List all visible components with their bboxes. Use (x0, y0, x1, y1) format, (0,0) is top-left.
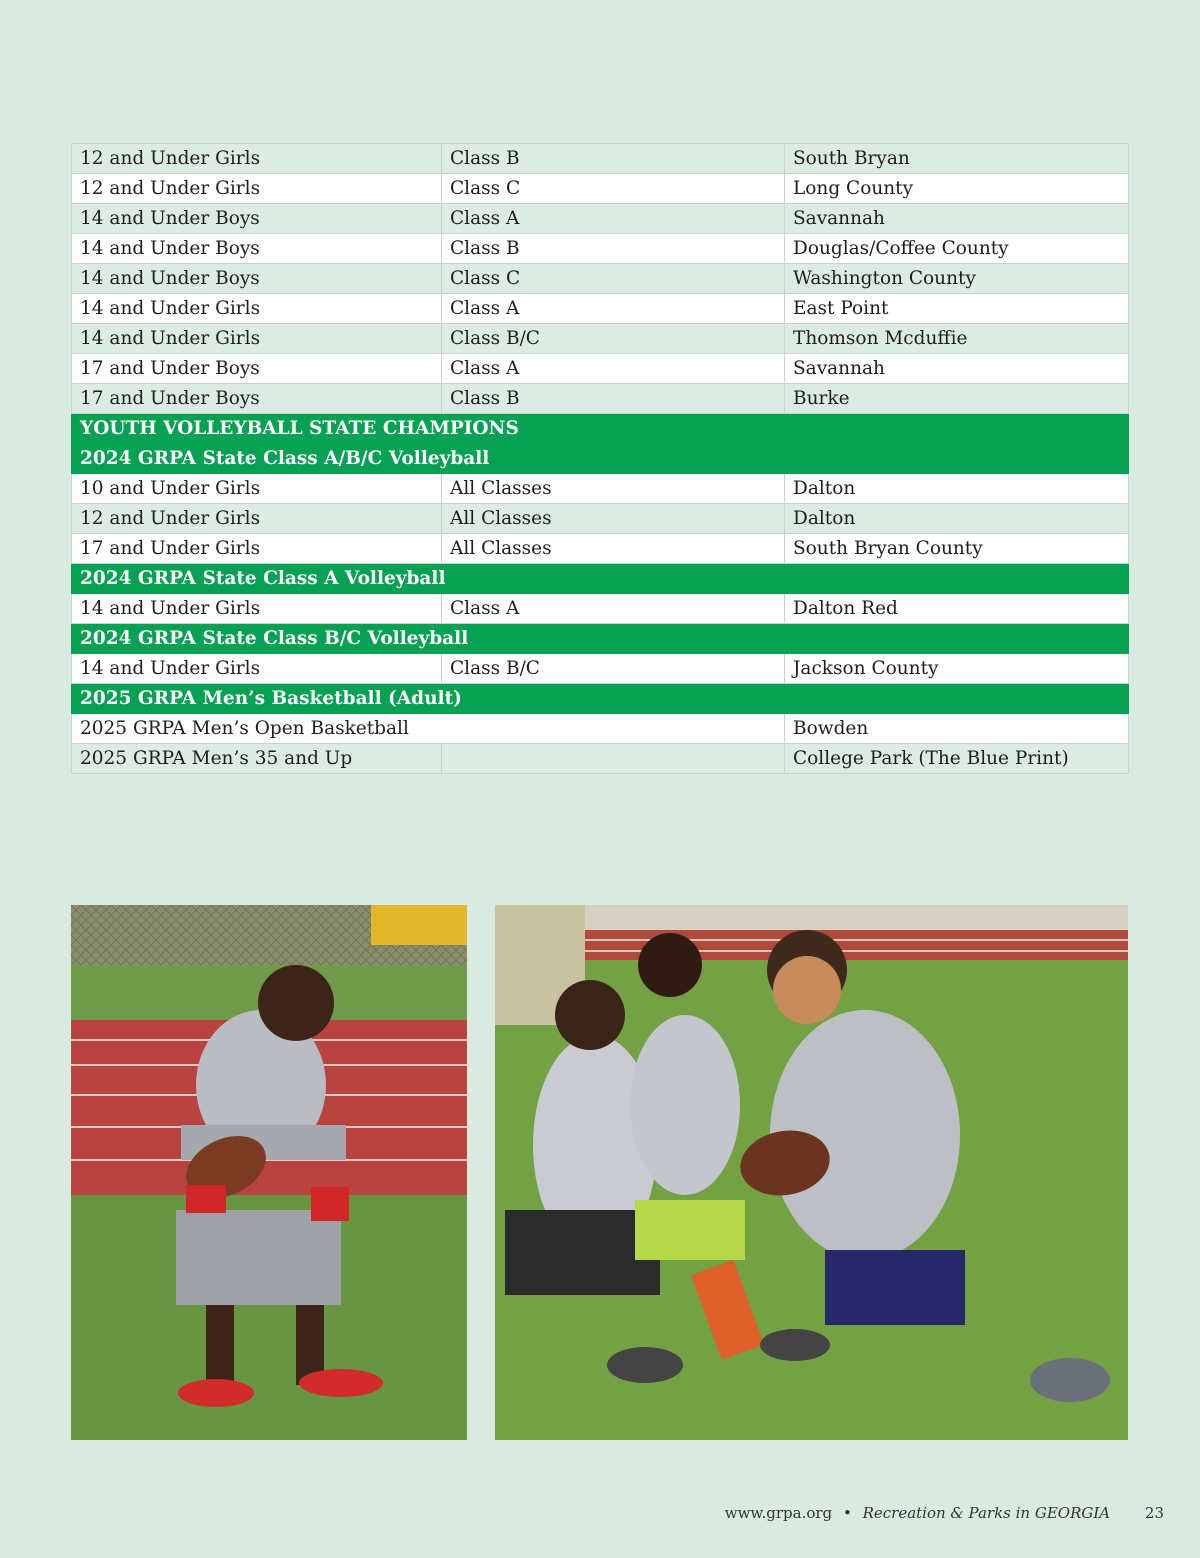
section-header: 2024 GRPA State Class A Volleyball (72, 564, 1129, 594)
table-row (72, 384, 1129, 414)
champion-cell: Douglas/Coffee County (785, 234, 1129, 264)
class-cell: Class A (442, 294, 785, 324)
table-row (72, 204, 1129, 234)
section-header-row (72, 414, 1129, 444)
table-row (72, 744, 1129, 774)
section-header: 2025 GRPA Men’s Basketball (Adult) (72, 684, 1129, 714)
section-header: YOUTH VOLLEYBALL STATE CHAMPIONS (72, 414, 1129, 444)
class-cell: Class B (442, 384, 785, 414)
flag-football-photo-right (495, 905, 1128, 1440)
class-cell: Class A (442, 354, 785, 384)
table-row (72, 534, 1129, 564)
table-row (72, 504, 1129, 534)
champion-cell: South Bryan (785, 144, 1129, 174)
flag-football-photo-left (71, 905, 467, 1440)
champion-cell: Thomson Mcduffie (785, 324, 1129, 354)
class-cell: All Classes (442, 534, 785, 564)
class-cell: Class C (442, 174, 785, 204)
champion-cell: Savannah (785, 354, 1129, 384)
champion-cell: East Point (785, 294, 1129, 324)
footer-separator: • (842, 1504, 852, 1522)
division-cell: 14 and Under Girls (72, 294, 442, 324)
class-cell: Class B (442, 234, 785, 264)
section-header-row (72, 564, 1129, 594)
footer-publication: Recreation & Parks in GEORGIA (862, 1504, 1111, 1522)
champion-cell: Long County (785, 174, 1129, 204)
page-footer (725, 1504, 1164, 1522)
table-row (72, 234, 1129, 264)
class-cell: Class B (442, 144, 785, 174)
division-cell: 12 and Under Girls (72, 504, 442, 534)
class-cell: Class B/C (442, 324, 785, 354)
class-cell: All Classes (442, 474, 785, 504)
division-cell: 10 and Under Girls (72, 474, 442, 504)
table-row (72, 294, 1129, 324)
champions-table (71, 143, 1129, 774)
section-header: 2024 GRPA State Class B/C Volleyball (72, 624, 1129, 654)
table-row (72, 264, 1129, 294)
footer-url[interactable]: www.grpa.org (724, 1504, 833, 1522)
champion-cell: Dalton Red (785, 594, 1129, 624)
table-row (72, 594, 1129, 624)
division-cell: 17 and Under Boys (72, 384, 442, 414)
event-cell: 2025 GRPA Men’s Open Basketball (72, 714, 785, 744)
class-cell: Class A (442, 594, 785, 624)
champion-cell: College Park (The Blue Print) (785, 744, 1129, 774)
division-cell: 17 and Under Boys (72, 354, 442, 384)
champion-cell: Jackson County (785, 654, 1129, 684)
champion-cell: Burke (785, 384, 1129, 414)
champion-cell: Dalton (785, 474, 1129, 504)
class-cell: All Classes (442, 504, 785, 534)
section-header-row (72, 684, 1129, 714)
table-row (72, 474, 1129, 504)
table-row (72, 654, 1129, 684)
champion-cell: Dalton (785, 504, 1129, 534)
champions-table-body (72, 144, 1129, 774)
champion-cell: Bowden (785, 714, 1129, 744)
table-row (72, 144, 1129, 174)
table-row (72, 174, 1129, 204)
class-cell: Class C (442, 264, 785, 294)
class-cell: Class B/C (442, 654, 785, 684)
section-header: 2024 GRPA State Class A/B/C Volleyball (72, 444, 1129, 474)
division-cell: 14 and Under Boys (72, 234, 442, 264)
division-cell: 12 and Under Girls (72, 174, 442, 204)
table-row (72, 324, 1129, 354)
champion-cell: Savannah (785, 204, 1129, 234)
division-cell: 14 and Under Girls (72, 654, 442, 684)
champion-cell: Washington County (785, 264, 1129, 294)
table-row (72, 354, 1129, 384)
page-number: 23 (1144, 1504, 1164, 1522)
division-cell: 14 and Under Girls (72, 594, 442, 624)
section-header-row (72, 444, 1129, 474)
division-cell: 14 and Under Boys (72, 204, 442, 234)
section-header-row (72, 624, 1129, 654)
champion-cell: South Bryan County (785, 534, 1129, 564)
division-cell: 2025 GRPA Men’s 35 and Up (72, 744, 442, 774)
division-cell: 14 and Under Boys (72, 264, 442, 294)
class-cell: Class A (442, 204, 785, 234)
division-cell: 14 and Under Girls (72, 324, 442, 354)
table-row (72, 714, 1129, 744)
division-cell: 12 and Under Girls (72, 144, 442, 174)
division-cell: 17 and Under Girls (72, 534, 442, 564)
class-cell (442, 744, 785, 774)
